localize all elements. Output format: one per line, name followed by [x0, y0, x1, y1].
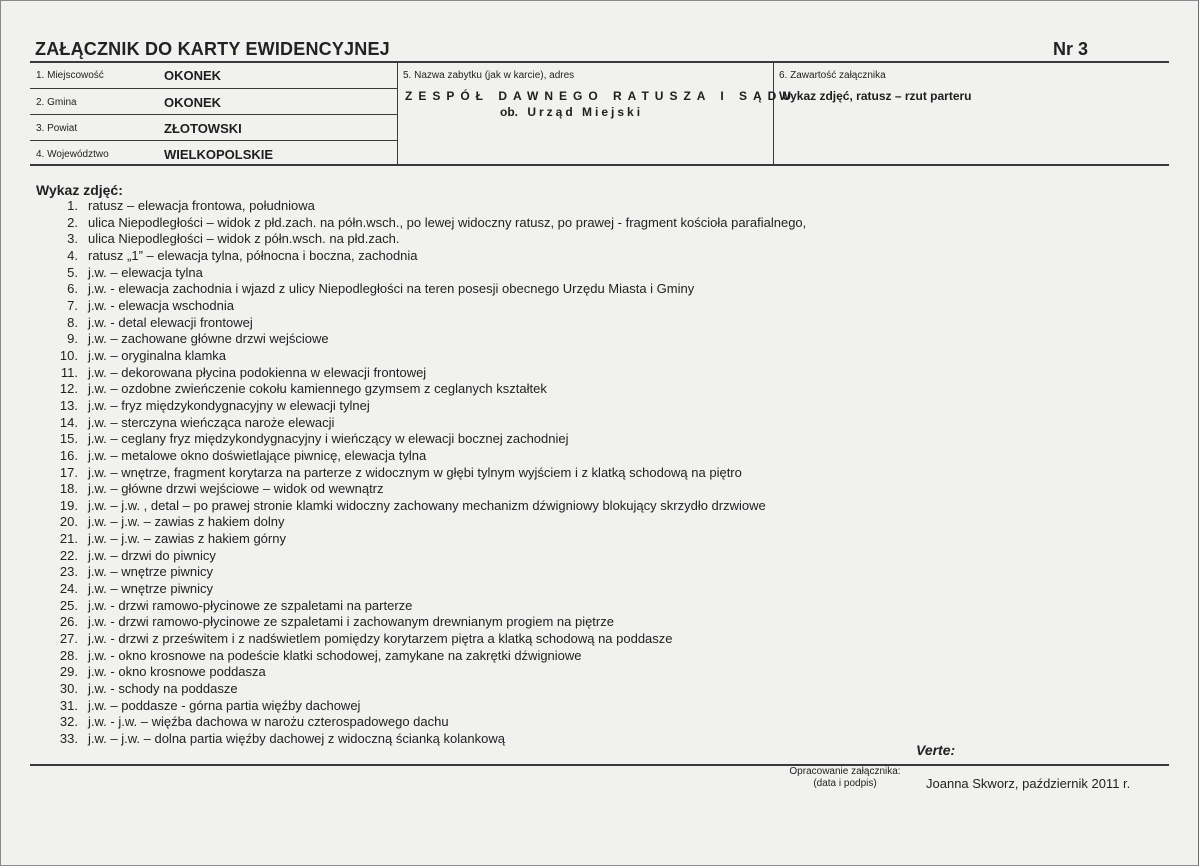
- list-item-number: 20.: [59, 514, 78, 530]
- list-item-text: j.w. - j.w. – więźba dachowa w narożu czterospadowego dachu: [88, 714, 449, 730]
- column-divider-right: [773, 61, 774, 165]
- list-item-text: j.w. – j.w. – dolna partia więźby dachowej z widoczną ścianką kolankową: [88, 731, 505, 746]
- list-item-number: 15.: [59, 431, 78, 447]
- prepared-by-label-line2: (data i podpis): [813, 778, 877, 789]
- list-item-number: 7.: [67, 297, 78, 313]
- list-item-number: 13.: [59, 397, 78, 413]
- list-item-text: j.w. - detal elewacji frontowej: [88, 314, 253, 330]
- list-item-text: j.w. – ceglany fryz międzykondygnacyjny i wieńczący w elewacji bocznej zachodniej: [88, 431, 569, 447]
- list-item-number: 14.: [59, 414, 78, 430]
- list-item-text: j.w. – j.w. , detal – po prawej stronie klamki widoczny zachowany mechanizm dźwigniowy blokujący skrzydło drzwiowe: [88, 497, 766, 513]
- list-item-text: j.w. – poddasze - górna partia więźby dachowej: [88, 697, 361, 713]
- row-divider-1: [30, 88, 398, 89]
- list-item-text: j.w. – wnętrze piwnicy: [88, 564, 213, 580]
- list-item-number: 2.: [67, 214, 78, 230]
- header-top-rule: [30, 61, 1169, 63]
- nazwa-zabytku-line2-prefix: ob.: [500, 105, 518, 119]
- list-item-text: j.w. – ozdobne zwieńczenie cokołu kamiennego gzymsem z ceglanych kształtek: [88, 381, 547, 397]
- wojewodztwo-label: 4. Województwo: [36, 149, 109, 160]
- list-item-number: 27.: [59, 631, 78, 647]
- miejscowosc-label: 1. Miejscowość: [36, 70, 104, 81]
- list-item-number: 16.: [59, 447, 78, 463]
- nazwa-zabytku-line1: ZESPÓŁ DAWNEGO RATUSZA I SĄDU: [405, 89, 798, 103]
- zawartosc-value: Wykaz zdjęć, ratusz – rzut parteru: [779, 89, 972, 103]
- list-item-text: j.w. - okno krosnowe poddasza: [88, 664, 266, 680]
- prepared-by-label: [770, 766, 920, 790]
- list-item-number: 23.: [59, 564, 78, 580]
- photo-list-title: Wykaz zdjęć:: [36, 182, 123, 198]
- nazwa-zabytku-line2: [500, 105, 643, 119]
- list-item-text: j.w. – wnętrze, fragment korytarza na parterze z widocznym w głębi tylnym wyjściem i z klatką schodową na piętro: [88, 464, 742, 480]
- list-item-number: 22.: [59, 547, 78, 563]
- list-item-number: 30.: [59, 681, 78, 697]
- list-item-number: 18.: [59, 481, 78, 497]
- list-item-text: j.w. – fryz międzykondygnacyjny w elewacji tylnej: [88, 397, 370, 413]
- list-item-text: j.w. – zachowane główne drzwi wejściowe: [88, 331, 329, 347]
- list-item-number: 10.: [59, 347, 78, 363]
- powiat-label: 3. Powiat: [36, 123, 78, 134]
- list-item-number: 5.: [67, 264, 78, 280]
- list-item-number: 26.: [59, 614, 78, 630]
- list-item-text: ulica Niepodległości – widok z płd.zach. na półn.wsch., po lewej widoczny ratusz, po prawej - fragment kościoła parafialnego,: [88, 214, 807, 230]
- gmina-value: OKONEK: [164, 95, 222, 110]
- nazwa-zabytku-line2-rest: Urząd Miejski: [527, 105, 644, 119]
- list-item-text: j.w. - okno krosnowe na podeście klatki schodowej, zamykane na zakrętki dźwigniowe: [88, 647, 582, 663]
- list-item-number: 8.: [67, 314, 78, 330]
- list-item-number: 28.: [59, 647, 78, 663]
- prepared-by-label-line1: Opracowanie załącznika:: [789, 766, 901, 777]
- footer-rule: [30, 764, 1169, 766]
- list-item-number: 4.: [67, 247, 78, 263]
- verte-label: Verte:: [916, 742, 956, 758]
- list-item-number: 6.: [67, 281, 78, 297]
- list-item-number: 1.: [67, 198, 78, 213]
- header-bottom-rule: [30, 164, 1169, 166]
- list-item-text: j.w. - drzwi ramowo-płycinowe ze szpaletami na parterze: [88, 597, 413, 613]
- list-item-text: j.w. – dekorowana płycina podokienna w elewacji frontowej: [88, 364, 427, 380]
- list-item-number: 19.: [59, 497, 78, 513]
- list-item-number: 25.: [59, 597, 78, 613]
- list-item-number: 31.: [59, 697, 78, 713]
- nazwa-zabytku-label: 5. Nazwa zabytku (jak w karcie), adres: [403, 70, 575, 81]
- list-item-number: 33.: [59, 731, 78, 746]
- powiat-value: ZŁOTOWSKI: [164, 121, 242, 136]
- list-item-number: 3.: [67, 231, 78, 247]
- document-title: ZAŁĄCZNIK DO KARTY EWIDENCYJNEJ: [35, 39, 390, 59]
- prepared-by-value: Joanna Skworz, październik 2011 r.: [926, 776, 1131, 791]
- list-item-number: 12.: [59, 381, 78, 397]
- list-item-text: ratusz – elewacja frontowa, południowa: [88, 198, 315, 213]
- list-item-text: j.w. – wnętrze piwnicy: [88, 581, 213, 597]
- list-item-text: j.w. – sterczyna wieńcząca naroże elewacji: [88, 414, 335, 430]
- list-item-number: 32.: [59, 714, 78, 730]
- list-item-text: j.w. - drzwi z prześwitem i z nadświetlem pomiędzy korytarzem piętra a klatką schodową na poddasze: [88, 631, 673, 647]
- list-item-number: 29.: [59, 664, 78, 680]
- list-item-text: j.w. – główne drzwi wejściowe – widok od wewnątrz: [88, 481, 384, 497]
- miejscowosc-value: OKONEK: [164, 68, 222, 83]
- list-item-number: 17.: [59, 464, 78, 480]
- row-divider-2: [30, 114, 398, 115]
- wojewodztwo-value: WIELKOPOLSKIE: [164, 147, 274, 162]
- row-divider-3: [30, 140, 398, 141]
- list-item-text: ulica Niepodległości – widok z półn.wsch. na płd.zach.: [88, 231, 400, 247]
- list-item-number: 9.: [67, 331, 78, 347]
- zawartosc-label: 6. Zawartość załącznika: [779, 70, 886, 81]
- list-item-text: j.w. - schody na poddasze: [88, 681, 238, 697]
- list-item-text: j.w. - drzwi ramowo-płycinowe ze szpaletami i zachowanym drewnianym progiem na piętrze: [88, 614, 614, 630]
- list-item-text: j.w. – metalowe okno doświetlające piwnicę, elewacja tylna: [88, 447, 427, 463]
- column-divider-left: [397, 61, 398, 165]
- list-item-number: 21.: [59, 531, 78, 547]
- list-item-text: j.w. – elewacja tylna: [88, 264, 203, 280]
- list-item-text: j.w. – j.w. – zawias z hakiem dolny: [88, 514, 285, 530]
- list-item-number: 24.: [59, 581, 78, 597]
- list-item-text: j.w. – oryginalna klamka: [88, 347, 227, 363]
- list-item-number: 11.: [60, 364, 78, 380]
- list-item-text: j.w. – j.w. – zawias z hakiem górny: [88, 531, 286, 547]
- attachment-number: Nr 3: [1052, 39, 1088, 59]
- list-item-text: j.w. - elewacja wschodnia: [88, 297, 234, 313]
- list-item-text: j.w. – drzwi do piwnicy: [88, 547, 216, 563]
- list-item-text: ratusz „1” – elewacja tylna, północna i boczna, zachodnia: [88, 247, 418, 263]
- gmina-label: 2. Gmina: [36, 97, 77, 108]
- list-item-text: j.w. - elewacja zachodnia i wjazd z ulicy Niepodległości na teren posesji obecnego Urzędu Miasta i Gminy: [88, 281, 695, 297]
